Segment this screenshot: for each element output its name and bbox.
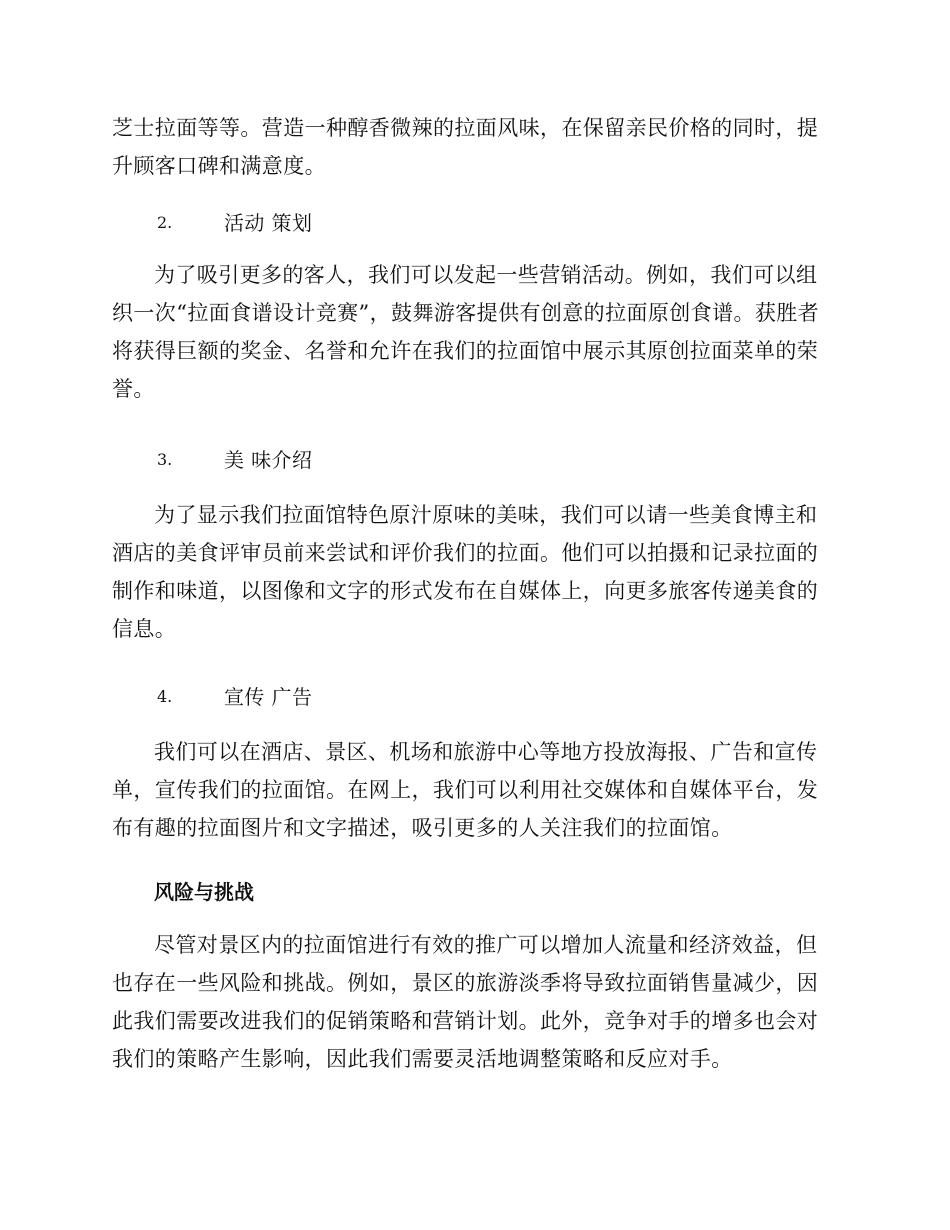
paragraph-advertising: 我们可以在酒店、景区、机场和旅游中心等地方投放海报、广告和宣传单，宣传我们的拉面馆。在网上，我们可以利用社交媒体和自媒体平台，发布有趣的拉面图片和文字描述，吸引更多的人关注我们的拉面馆。	[112, 740, 819, 840]
list-number-2: 2.	[157, 213, 173, 232]
list-title-activity-planning: 活动 策划	[224, 211, 313, 235]
paragraph-activity-planning: 为了吸引更多的客人，我们可以发起一些营销活动。例如，我们可以组织一次“拉面食谱设计竞赛”，鼓舞游客提供有创意的拉面原创食谱。获胜者将获得巨额的奖金、名誉和允许在我们的拉面馆中展示其原创拉面菜单的荣誉。	[112, 263, 820, 401]
list-number-4: 4.	[157, 687, 173, 706]
list-number-3: 3.	[157, 450, 173, 469]
list-title-advertising: 宣传 广告	[224, 685, 313, 709]
paragraph-food-introduction: 为了显示我们拉面馆特色原汁原味的美味，我们可以请一些美食博主和酒店的美食评审员前来尝试和评价我们的拉面。他们可以拍摄和记录拉面的制作和味道，以图像和文字的形式发布在自媒体上，向更多旅客传递美食的信息。	[112, 503, 819, 641]
paragraph-continuation: 芝士拉面等等。营造一种醇香微辣的拉面风味，在保留亲民价格的同时，提升顾客口碑和满意度。	[112, 116, 819, 178]
list-title-food-introduction: 美 味介绍	[224, 448, 313, 472]
section-heading-risks: 风险与挑战	[154, 880, 254, 904]
paragraph-risks: 尽管对景区内的拉面馆进行有效的推广可以增加人流量和经济效益，但也存在一些风险和挑战。例如，景区的旅游淡季将导致拉面销售量减少，因此我们需要改进我们的促销策略和营销计划。此外，竞争对手的增多也会对我们的策略产生影响，因此我们需要灵活地调整策略和反应对手。	[112, 933, 819, 1071]
